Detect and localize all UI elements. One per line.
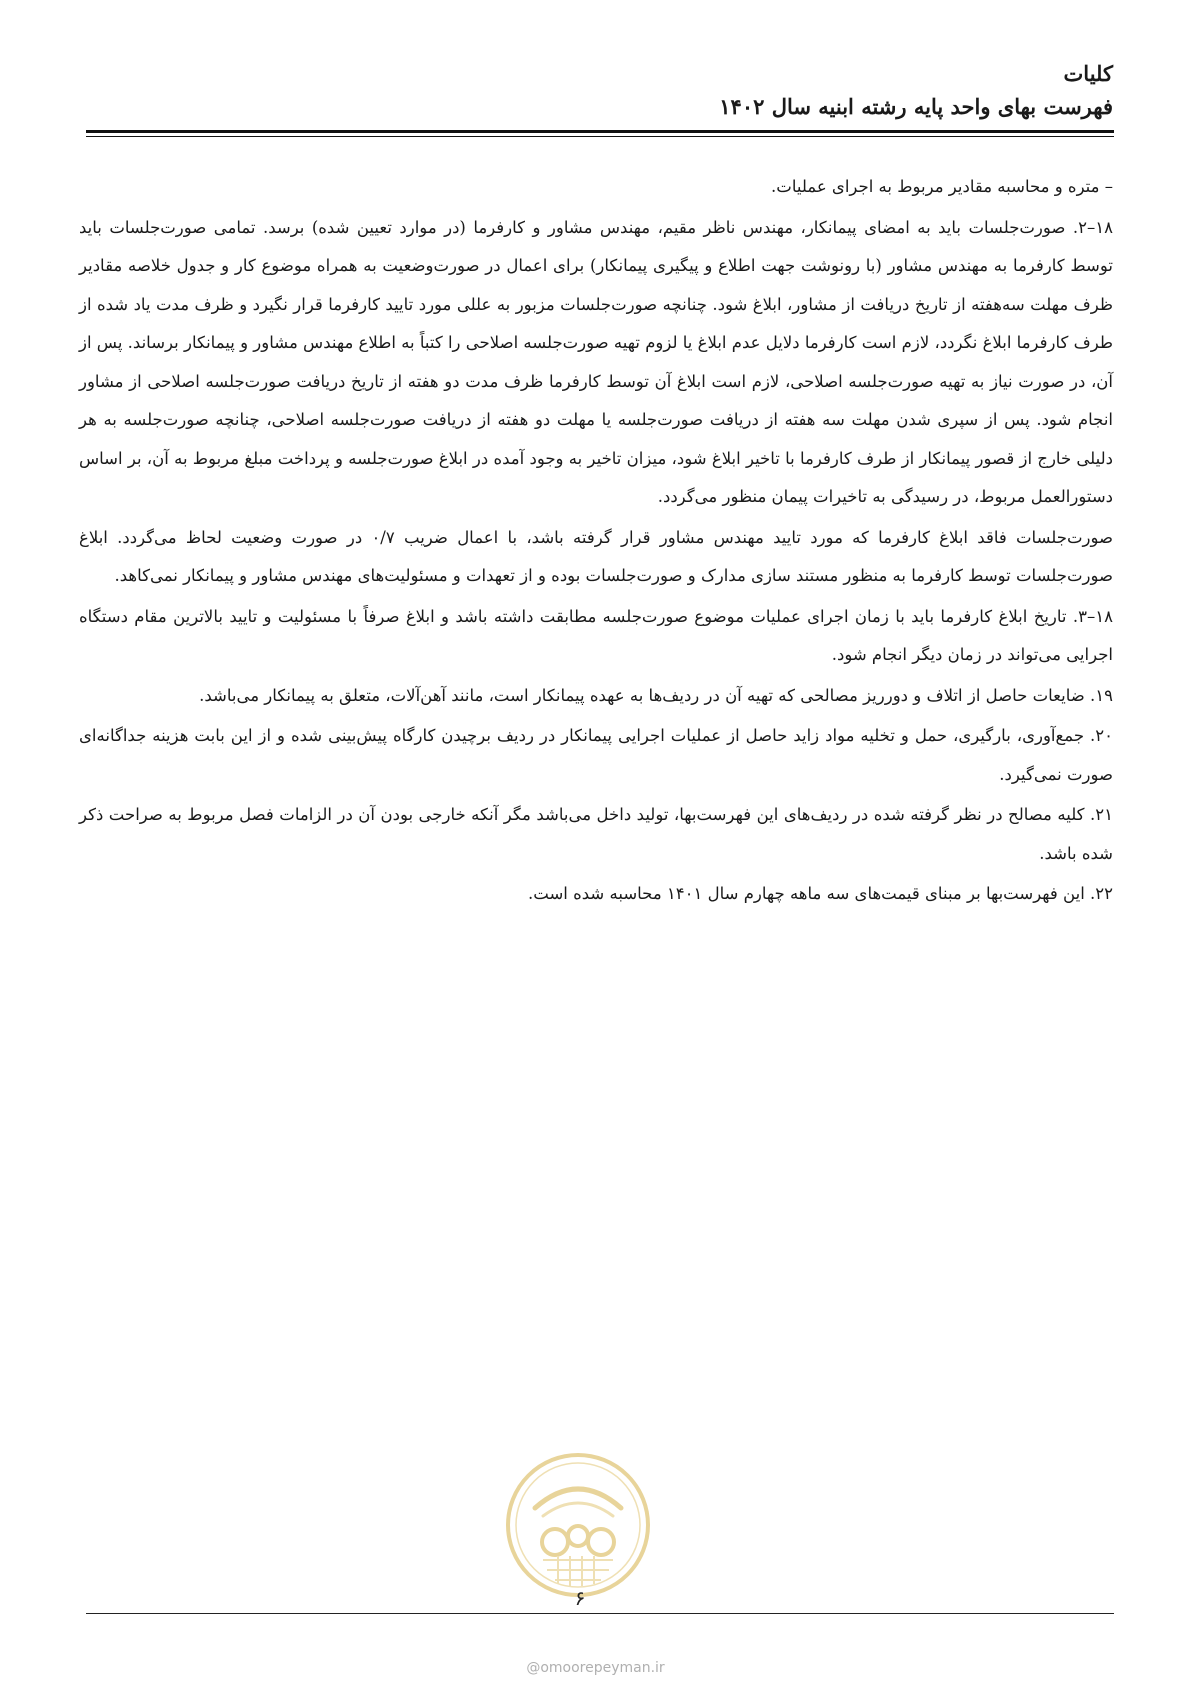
paragraph-22: ۲۲. این فهرست‌بها بر مبنای قیمت‌های سه ماهه چهارم سال ۱۴۰۱ محاسبه شده است. [528,884,1113,903]
footer-website: @omoorepeyman.ir [526,1660,665,1676]
watermark-seal-icon [503,1450,653,1600]
header-rule-thick [86,130,1114,133]
paragraph-unapproved-minutes: صورت‌جلسات فاقد ابلاغ کارفرما که مورد تایید مهندس مشاور قرار گرفته باشد، با اعمال ضریب ۰/۷ در صورت وضعیت لحاظ می‌گردد. ابلاغ صورت‌جلسات توسط کارفرما به منظور مستند سازی مدارک و صورت‌جلسات بوده و از تعهدات و مسئولیت‌های مهندس مشاور و پیمانکار نمی‌کاهد. [79,527,1113,585]
footer-rule [86,1613,1114,1614]
header-rule-thin [86,136,1114,137]
page-header [79,58,1113,124]
document-body [79,168,1113,916]
paragraph-18-2: ۱۸–۲. صورت‌جلسات باید به امضای پیمانکار، مهندس ناظر مقیم، مهندس مشاور و کارفرما (در موارد تعیین شده) برسد. تمامی صورت‌جلسات باید توسط کارفرما به مهندس مشاور (با رونوشت جهت اطلاع و پیگیری پیمانکار) برای اعمال در صورت‌وضعیت به همراه موضوع کار و جدول خلاصه مقادیر ظرف مهلت سه‌هفته از تاریخ دریافت از مشاور، ابلاغ شود. چنانچه صورت‌جلسات مزبور به عللی مورد تایید کارفرما قرار نگیرد و ظرف مدت یاد شده از طرف کارفرما ابلاغ نگردد، لازم است کارفرما دلایل عدم ابلاغ یا لزوم تهیه صورت‌جلسه اصلاحی را کتباً به اطلاع مهندس مشاور و پیمانکار برساند. پس از آن، در صورت نیاز به تهیه صورت‌جلسه اصلاحی، لازم است ابلاغ آن توسط کارفرما ظرف مدت دو هفته از تاریخ دریافت صورت‌جلسه اصلاحی از مشاور انجام شود. پس از سپری شدن مهلت سه هفته از دریافت صورت‌جلسه یا مهلت دو هفته از دریافت صورت‌جلسه اصلاحی، چنانچه صورت‌جلسه به هر دلیلی خارج از قصور پیمانکار از طرف کارفرما با تاخیر ابلاغ شود، میزان تاخیر به وجود آمده در ابلاغ صورت‌جلسه و پرداخت مبلغ مربوط به آن، بر اساس دستورالعمل مربوط، در رسیدگی به تاخیرات پیمان منظور می‌گردد. [79,217,1113,506]
page-number: ۶ [574,1586,586,1610]
paragraph-21: ۲۱. کلیه مصالح در نظر گرفته شده در ردیف‌های این فهرست‌بها، تولید داخل می‌باشد مگر آنکه خارجی بودن آن در الزامات فصل مربوط به صراحت ذکر شده باشد. [79,805,1113,863]
chapter-title: کلیات [1063,61,1113,86]
document-subtitle: فهرست بهای واحد پایه رشته ابنیه سال ۱۴۰۲ [719,94,1113,119]
paragraph-survey-note: – متره و محاسبه مقادیر مربوط به اجرای عملیات. [771,177,1113,196]
paragraph-19: ۱۹. ضایعات حاصل از اتلاف و دورریز مصالحی که تهیه آن در ردیف‌ها به عهده پیمانکار است، مانند آهن‌آلات، متعلق به پیمانکار می‌باشد. [199,685,1113,705]
paragraph-20: ۲۰. جمع‌آوری، بارگیری، حمل و تخلیه مواد زاید حاصل از عملیات اجرایی پیمانکار در ردیف برچیدن کارگاه پیش‌بینی شده و از این بابت هزینه جداگانه‌ای صورت نمی‌گیرد. [79,726,1113,784]
paragraph-18-3: ۱۸–۳. تاریخ ابلاغ کارفرما باید با زمان اجرای عملیات موضوع صورت‌جلسه مطابقت داشته باشد و ابلاغ صرفاً با مسئولیت و تایید بالاترین مقام دستگاه اجرایی می‌تواند در زمان دیگر انجام شود. [79,606,1113,664]
